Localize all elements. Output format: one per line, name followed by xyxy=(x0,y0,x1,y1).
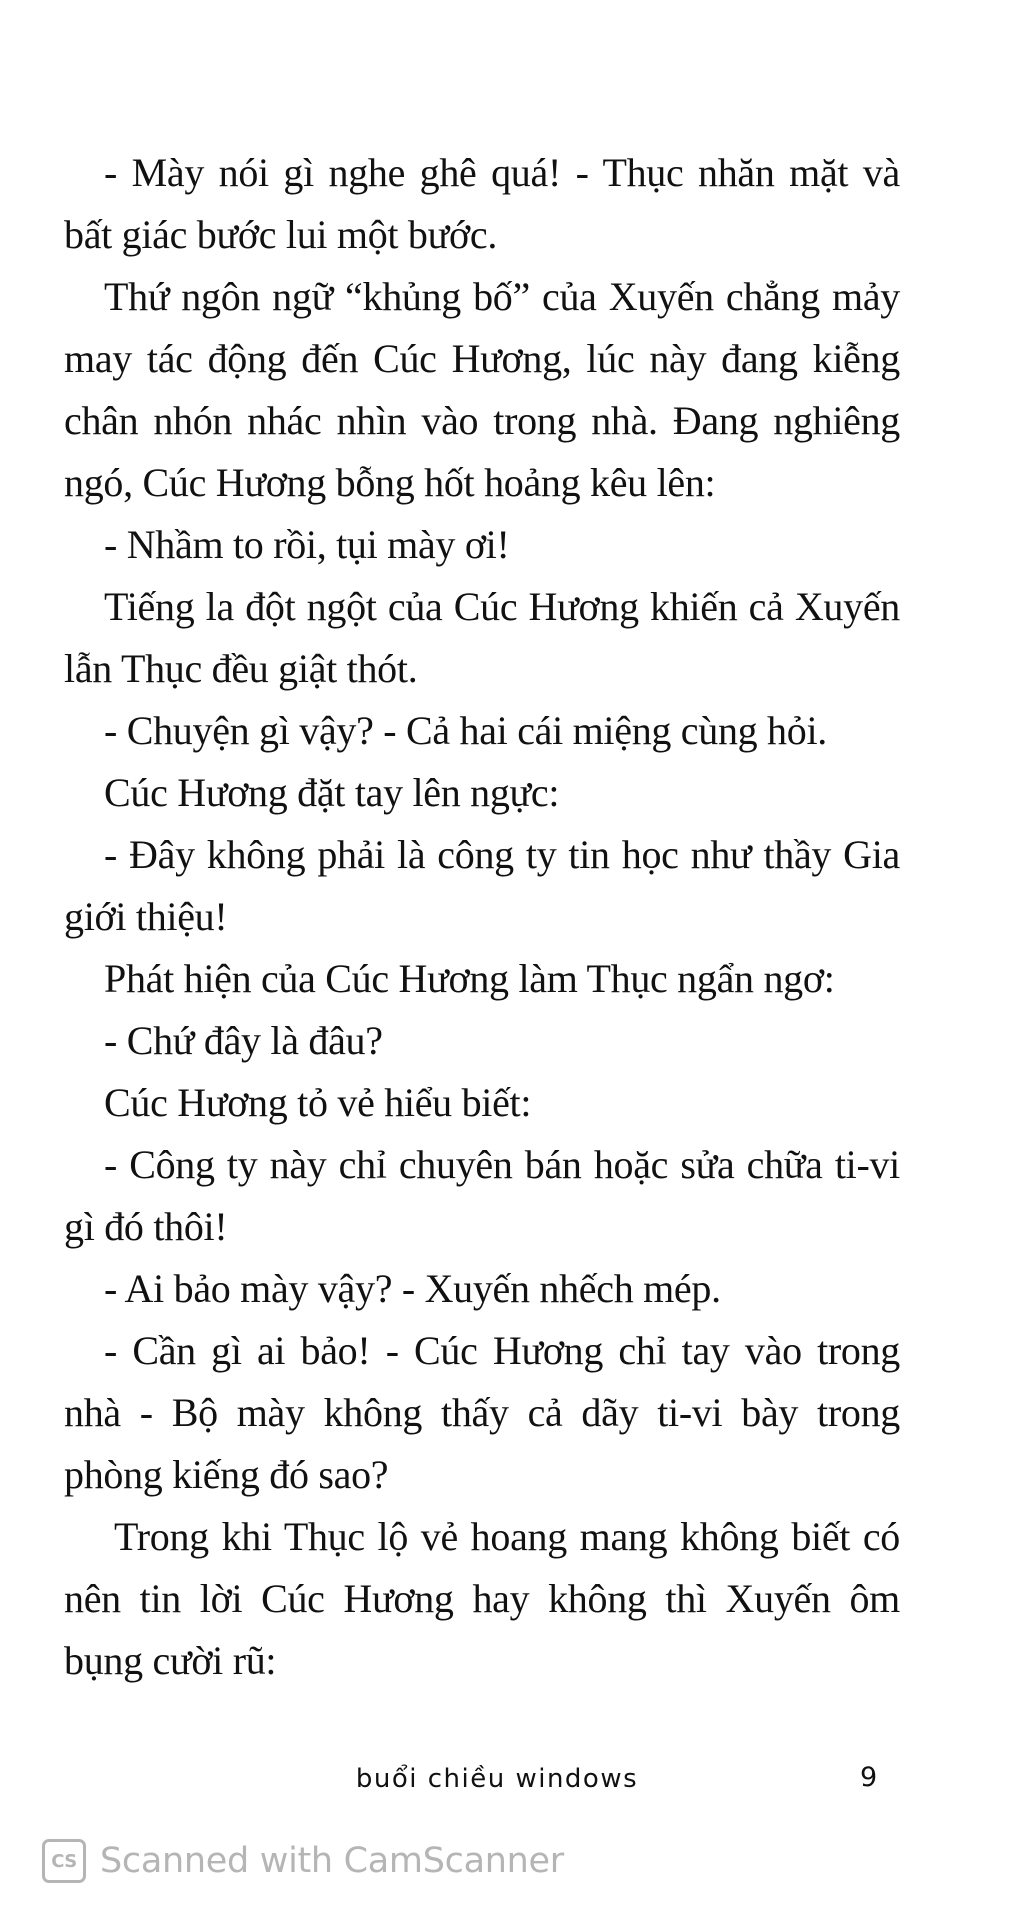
paragraph: - Ai bảo mày vậy? - Xuyến nhếch mép. xyxy=(104,1266,721,1311)
paragraph: - Chuyện gì vậy? - Cả hai cái miệng cùng hỏi. xyxy=(104,708,827,753)
page-number: 9 xyxy=(860,1762,878,1793)
paragraph: Thứ ngôn ngữ “khủng bố” của Xuyến chẳng mảy may tác động đến Cúc Hương, lúc này đang kiễng chân nhón nhác nhìn vào trong nhà. Đang nghiêng ngó, Cúc Hương bỗng hốt hoảng kêu lên: xyxy=(64,274,900,505)
paragraph: Trong khi Thục lộ vẻ hoang mang không biết có nên tin lời Cúc Hương hay không thì Xuyến ôm bụng cười rũ: xyxy=(64,1514,900,1683)
camscanner-logo-icon: CS xyxy=(42,1839,86,1883)
paragraph: Cúc Hương tỏ vẻ hiểu biết: xyxy=(104,1080,532,1125)
paragraph: - Chứ đây là đâu? xyxy=(104,1018,383,1063)
paragraph: Phát hiện của Cúc Hương làm Thục ngẩn ngơ: xyxy=(104,956,835,1001)
paragraph: - Đây không phải là công ty tin học như thầy Gia giới thiệu! xyxy=(64,832,900,939)
running-title: buổi chiều windows xyxy=(355,1764,639,1794)
camscanner-watermark xyxy=(42,1838,564,1884)
watermark-text: Scanned with CamScanner xyxy=(100,1841,564,1881)
paragraph: Tiếng la đột ngột của Cúc Hương khiến cả Xuyến lẫn Thục đều giật thót. xyxy=(64,584,900,691)
paragraph: Cúc Hương đặt tay lên ngực: xyxy=(104,770,560,815)
paragraph: - Công ty này chỉ chuyên bán hoặc sửa chữa ti-vi gì đó thôi! xyxy=(64,1142,900,1249)
paragraph: - Mày nói gì nghe ghê quá! - Thục nhăn mặt và bất giác bước lui một bước. xyxy=(64,150,900,257)
paragraph: - Nhầm to rồi, tụi mày ơi! xyxy=(104,522,510,567)
paragraph: - Cần gì ai bảo! - Cúc Hương chỉ tay vào trong nhà - Bộ mày không thấy cả dãy ti-vi bày trong phòng kiếng đó sao? xyxy=(64,1328,900,1497)
body-text xyxy=(64,142,900,1692)
